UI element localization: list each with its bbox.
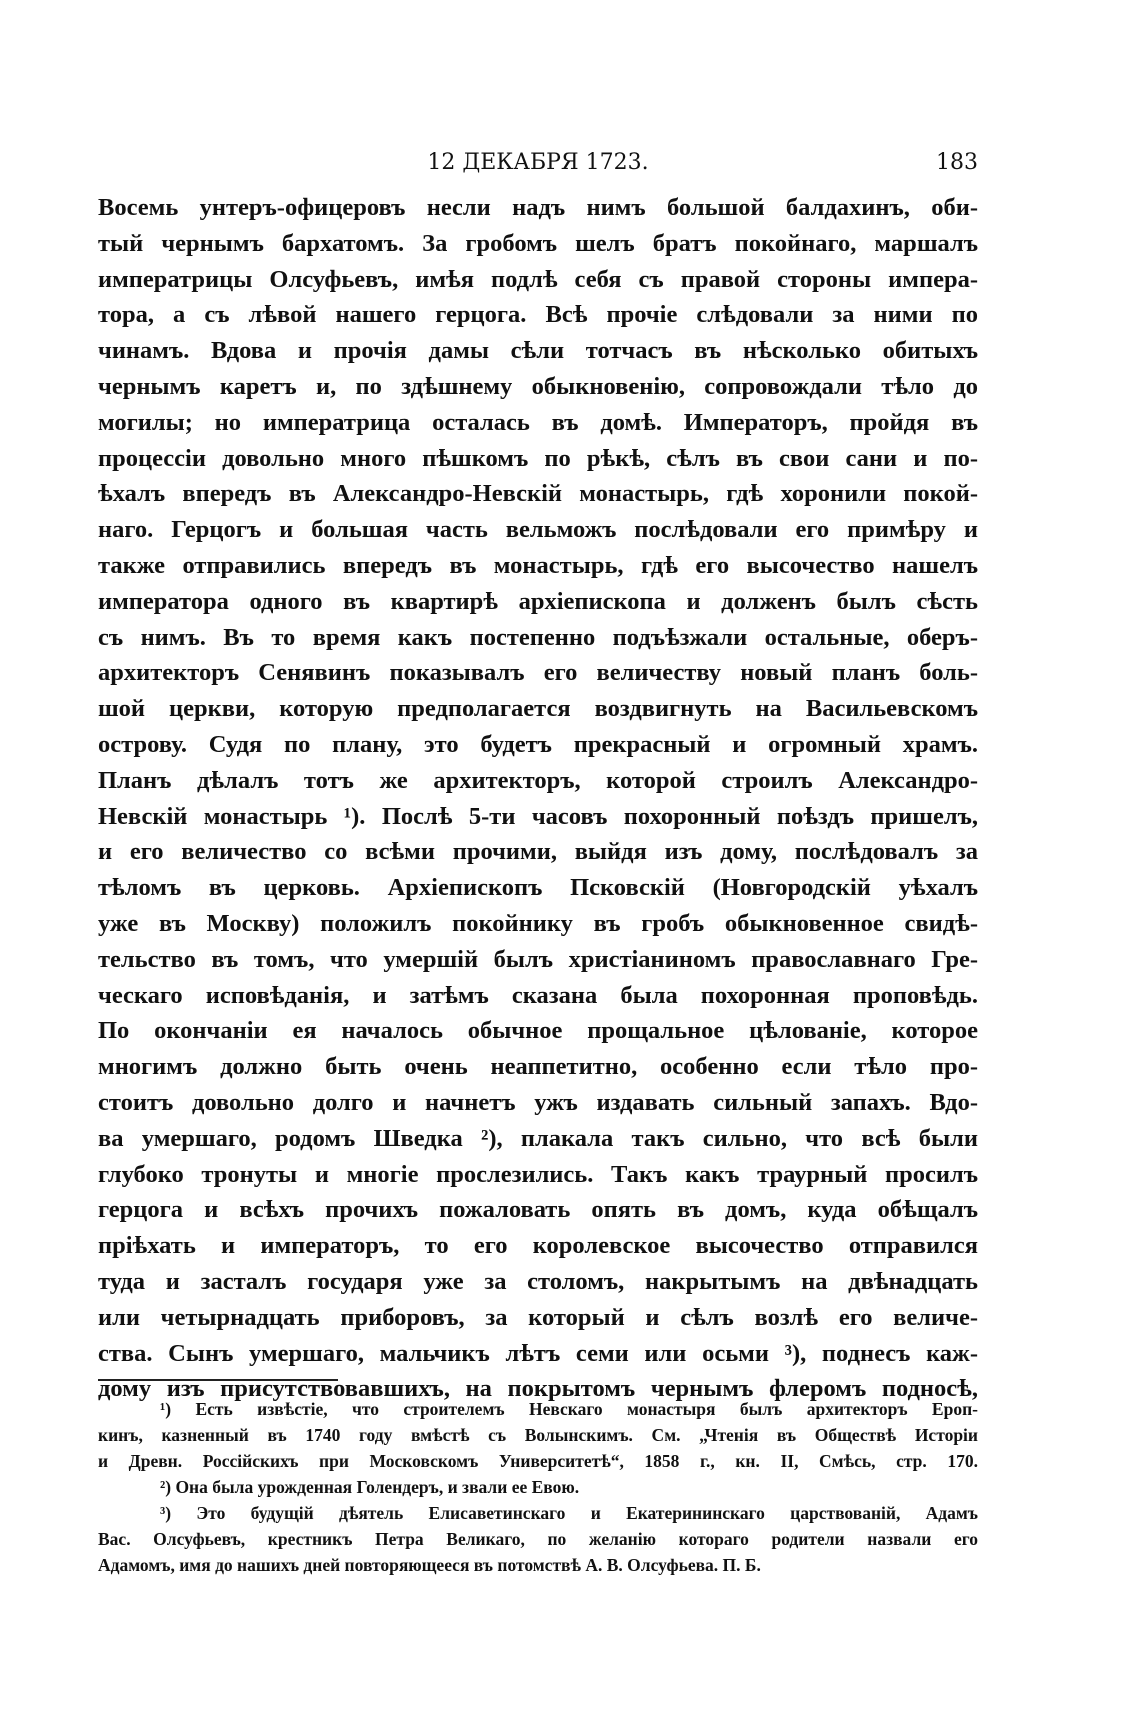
text-line: архитекторъ Сенявинъ показывалъ его величеству новый планъ боль- [98, 659, 978, 687]
running-header [98, 146, 978, 180]
footnote-line: Адамомъ, имя до нашихъ дней повторяющееся въ потомствѣ А. В. Олсуфьева. П. Б. [98, 1555, 761, 1575]
footnote-line: ²) Она была урожденная Голендеръ, и звали ее Евою. [160, 1477, 580, 1497]
text-line: Планъ дѣлалъ тотъ же архитекторъ, которой строилъ Александро- [98, 766, 978, 794]
footnote-line: ³) Это будущій дѣятель Елисаветинскаго и Екатерининскаго царствованій, Адамъ [160, 1503, 978, 1523]
text-line: глубоко тронуты и многіе прослезились. Такъ какъ траурный просилъ [98, 1160, 978, 1188]
footnote-line: и Древн. Россійскихъ при Московскомъ Университетѣ“, 1858 г., кн. II, Смѣсь, стр. 170. [98, 1451, 978, 1471]
text-line: Восемь унтеръ-офицеровъ несли надъ нимъ большой балдахинъ, оби- [98, 194, 978, 221]
text-line: ва умершаго, родомъ Шведка ²), плакала такъ сильно, что всѣ были [98, 1124, 978, 1152]
text-line: пріѣхать и императоръ, то его королевское высочество отправился [98, 1232, 978, 1260]
main-text [98, 190, 978, 1407]
text-line: острову. Судя по плану, это будетъ прекрасный и огромный храмъ. [98, 730, 978, 758]
page-number: 183 [936, 150, 978, 175]
text-line: тельство въ томъ, что умершій былъ христіаниномъ православнаго Гре- [98, 945, 978, 973]
text-line: чернымъ каретъ и, по здѣшнему обыкновенію, сопровождали тѣло до [98, 372, 978, 400]
text-line: дому изъ присутствовавшихъ, на покрытомъ чернымъ флеромъ подносѣ, [98, 1375, 978, 1403]
text-line: могилы; но императрица осталась въ домѣ. Императоръ, пройдя въ [98, 408, 978, 436]
text-line: шой церкви, которую предполагается воздвигнуть на Васильевскомъ [98, 695, 978, 723]
header-date: 12 ДЕКАБРЯ 1723. [427, 150, 649, 175]
text-line: чинамъ. Вдова и прочія дамы сѣли тотчасъ въ нѣсколько обитыхъ [98, 337, 978, 365]
text-line: также отправились впередъ въ монастырь, гдѣ его высочество нашелъ [98, 551, 978, 579]
text-line: императрицы Олсуфьевъ, имѣя подлѣ себя съ правой стороны импера- [98, 265, 978, 293]
text-line: и его величество со всѣми прочими, выйдя изъ дому, послѣдовалъ за [98, 838, 978, 866]
footnote-line: ¹) Есть извѣстіе, что строителемъ Невскаго монастыря былъ архитекторъ Ероп- [160, 1399, 978, 1419]
text-line: процессіи довольно много пѣшкомъ по рѣкѣ, сѣлъ въ свои сани и по- [98, 444, 978, 472]
text-line: ѣхалъ впередъ въ Александро-Невскій монастырь, гдѣ хоронили покой- [98, 480, 978, 508]
text-line: наго. Герцогъ и большая часть вельможъ послѣдовали его примѣру и [98, 516, 978, 544]
text-line: туда и засталъ государя уже за столомъ, накрытымъ на двѣнадцать [98, 1267, 978, 1295]
text-line: тый чернымъ бархатомъ. За гробомъ шелъ братъ покойнаго, маршалъ [98, 229, 978, 257]
footnote-line: Вас. Олсуфьевъ, крестникъ Петра Великаго, по желанію котораго родители назвали его [98, 1529, 978, 1549]
text-line: ства. Сынъ умершаго, мальчикъ лѣтъ семи или осьми ³), поднесъ каж- [98, 1339, 978, 1367]
text-line: или четырнадцать приборовъ, за который и сѣлъ возлѣ его величе- [98, 1303, 978, 1331]
footnote-divider [98, 1379, 338, 1381]
text-line: съ нимъ. Въ то время какъ постепенно подъѣзжали остальные, оберъ- [98, 623, 978, 651]
text-line: уже въ Москву) положилъ покойнику въ гробъ обыкновенное свидѣ- [98, 909, 978, 937]
text-line: многимъ должно быть очень неаппетитно, особенно если тѣло про- [98, 1053, 978, 1081]
text-line: тѣломъ въ церковь. Архіепископъ Псковскій (Новгородскій уѣхалъ [98, 874, 978, 902]
text-line: герцога и всѣхъ прочихъ пожаловать опять въ домъ, куда обѣщалъ [98, 1196, 978, 1224]
text-line: По окончаніи ея началось обычное прощальное цѣлованіе, которое [98, 1017, 978, 1045]
text-line: императора одного въ квартирѣ архіепископа и долженъ былъ сѣсть [98, 587, 978, 615]
footnotes [98, 1396, 978, 1578]
text-line: ческаго исповѣданія, и затѣмъ сказана была похоронная проповѣдь. [98, 981, 978, 1009]
text-line: тора, а съ лѣвой нашего герцога. Всѣ прочіе слѣдовали за ними по [98, 301, 978, 329]
text-line: Невскій монастырь ¹). Послѣ 5-ти часовъ похоронный поѣздъ пришелъ, [98, 802, 978, 830]
text-line: стоитъ довольно долго и начнетъ ужъ издавать сильный запахъ. Вдо- [98, 1088, 978, 1116]
footnote-line: кинъ, казненный въ 1740 году вмѣстѣ съ Волынскимъ. См. „Чтенія въ Обществѣ Исторіи [98, 1425, 978, 1445]
